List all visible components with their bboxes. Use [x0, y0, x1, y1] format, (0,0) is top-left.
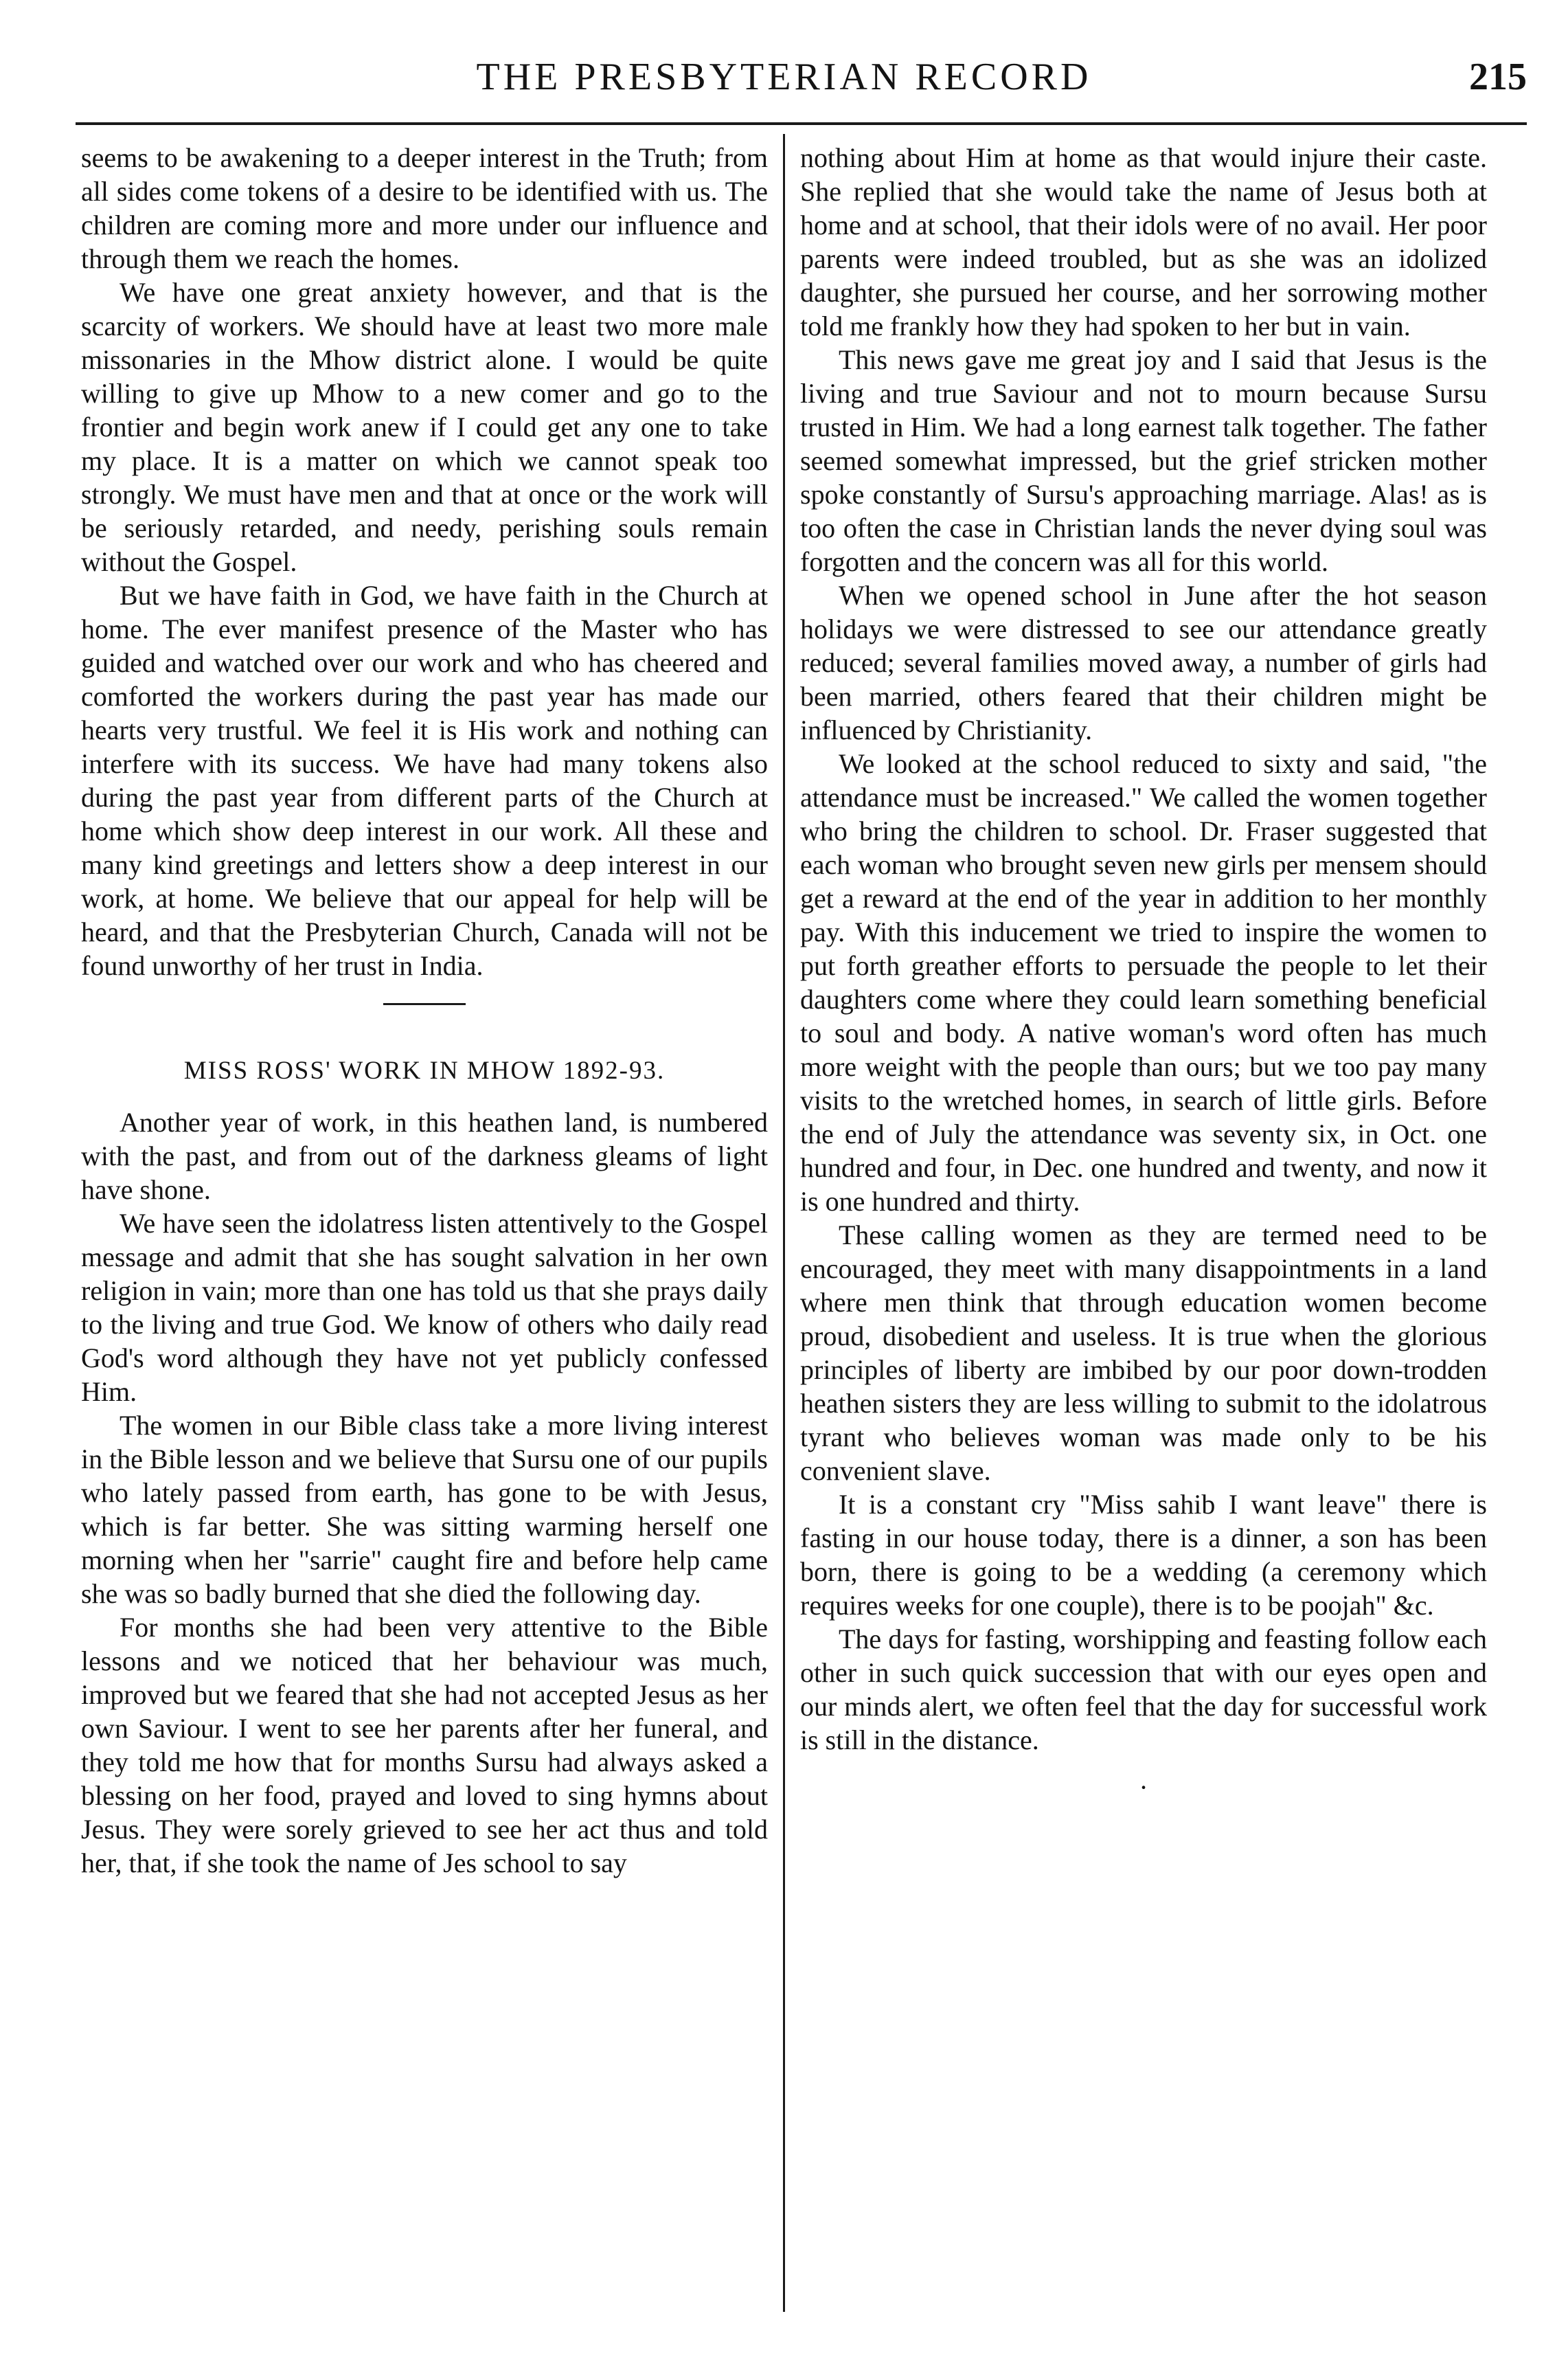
header-rule — [76, 122, 1527, 125]
paragraph: These calling women as they are termed need to be encouraged, they meet with many disappointments in a land where men think that through education women become proud, disobedient and useless. It is true when the glorious principles of liberty are imbibed by our poor down-trodden heathen sisters they are less willing to submit to the idolatrous tyrant who believes woman was made only to be his convenient slave. — [800, 1219, 1487, 1486]
paragraph: The women in our Bible class take a more living interest in the Bible lesson and we believe that Sursu one of our pupils who lately passed from earth, has gone to be with Jesus, which is far better. She was sitting warming herself one morning when her "sarrie" caught fire and before help came she was so badly burned that she died the following day. — [81, 1410, 768, 1609]
right-column — [800, 141, 1487, 2319]
running-title: THE PRESBYTERIAN RECORD — [476, 56, 1092, 98]
section-heading: MISS ROSS' WORK IN MHOW 1892-93. — [183, 1057, 666, 1085]
paragraph: But we have faith in God, we have faith in the Church at home. The ever manifest presence of the Master who has guided and watched over our work and who has cheered and comforted the workers during the past year has made our hearts very trustful. We feel it is His work and nothing can interfere with its success. We have had many tokens also during the past year from different parts of the Church at home which show deep interest in our work. All these and many kind greetings and letters show a deep interest in our work, at home. We believe that our appeal for help will be heard, and that the Presbyterian Church, Canada will not be found unworthy of her trust in India. — [81, 580, 768, 981]
end-mark: · — [1139, 1772, 1148, 1803]
paragraph: This news gave me great joy and I said that Jesus is the living and true Saviour and not to mourn because Sursu trusted in Him. We had a long earnest talk together. The father seemed somewhat impressed, but the grief stricken mother spoke constantly of Sursu's approaching marriage. Alas! as is too often the case in Christian lands the never dying soul was forgotten and the concern was all for this world. — [800, 344, 1487, 577]
paragraph: The days for fasting, worshipping and feasting follow each other in such quick succession that with our eyes open and our minds alert, we often feel that the day for successful work is still in the distance. — [800, 1623, 1487, 1755]
left-column — [81, 141, 768, 2319]
paragraph: nothing about Him at home as that would injure their caste. She replied that she would take the name of Jesus both at home and at school, that their idols were of no avail. Her poor parents were indeed troubled, but as she was an idolized daughter, she pursued her course, and her sorrowing mother told me frankly how they had spoken to her but in vain. — [800, 142, 1487, 341]
paragraph: We have one great anxiety however, and that is the scarcity of workers. We should have at least two more male missonaries in the Mhow district alone. I would be quite willing to give up Mhow to a new comer and go to the frontier and begin work anew if I could get any one to take my place. It is a matter on which we cannot speak too strongly. We must have men and that at once or the work will be seriously retarded, and needy, perishing souls remain without the Gospel. — [81, 277, 768, 577]
section-divider — [383, 1003, 466, 1005]
column-divider — [783, 134, 785, 2312]
page-number: 215 — [1469, 56, 1527, 98]
paragraph: seems to be awakening to a deeper interest in the Truth; from all sides come tokens of a desire to be identified with us. The children are coming more and more under our influence and through them we reach the homes. — [81, 142, 768, 274]
paragraph: It is a constant cry "Miss sahib I want leave" there is fasting in our house today, there is a dinner, a son has been born, there is going to be a wedding (a ceremony which requires weeks for one couple), there is to be poojah" &c. — [800, 1489, 1487, 1621]
paragraph: For months she had been very attentive to the Bible lessons and we noticed that her behaviour was much, improved but we feared that she had not accepted Jesus as her own Saviour. I went to see her parents after her funeral, and they told me how that for months Sursu had always asked a blessing on her food, prayed and loved to sing hymns about Jesus. They were sorely grieved to see her act thus and told her, that, if she took the name of Jes school to say — [81, 1612, 768, 1878]
paragraph: Another year of work, in this heathen land, is numbered with the past, and from out of the darkness gleams of light have shone. — [81, 1107, 768, 1205]
running-head — [0, 49, 1568, 104]
paragraph: When we opened school in June after the hot season holidays we were distressed to see our attendance greatly reduced; several families moved away, a number of girls had been married, others feared that their children might be influenced by Christianity. — [800, 580, 1487, 745]
paragraph: We looked at the school reduced to sixty and said, "the attendance must be increased." We called the women together who bring the children to school. Dr. Fraser suggested that each woman who brought seven new girls per mensem should get a reward at the end of the year in addition to her monthly pay. With this inducement we tried to inspire the women to put forth greather efforts to persuade the people to let their daughters come where they could learn something beneficial to soul and body. A native woman's word often has much more weight with the people than ours; but we too pay many visits to the wretched homes, in search of little girls. Before the end of July the attendance was seventy six, in Oct. one hundred and four, in Dec. one hundred and twenty, and now it is one hundred and thirty. — [800, 748, 1487, 1217]
paragraph: We have seen the idolatress listen attentively to the Gospel message and admit that she has sought salvation in her own religion in vain; more than one has told us that she prays daily to the living and true God. We know of others who daily read God's word although they have not yet publicly confessed Him. — [81, 1208, 768, 1407]
